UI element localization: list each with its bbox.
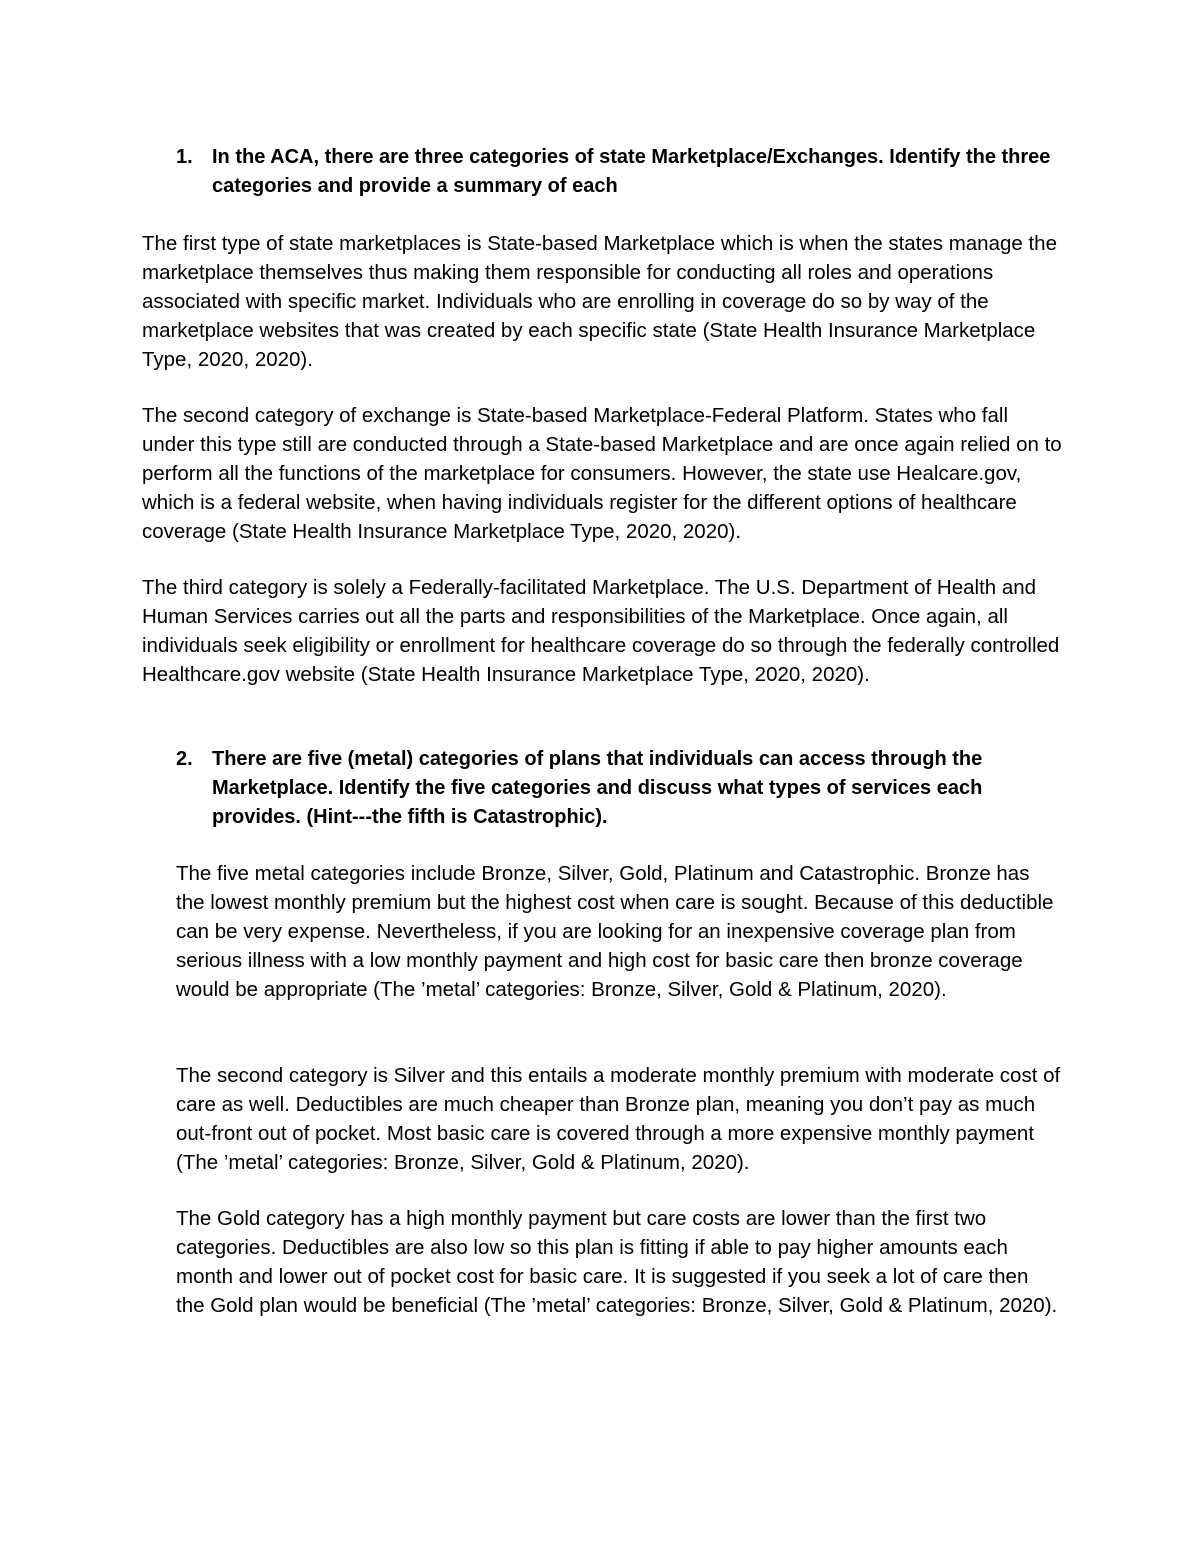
answer-2-paragraph-3: The Gold category has a high monthly payment but care costs are lower than the first two categories. Deductibles are also low so this plan is fitting if able to pay higher amounts each month and lower out of pocket cost for basic care. It is suggested if you seek a lot of care then the Gold plan would be beneficial (The ’metal’ categories: Bronze, Silver, Gold & Platinum, 2020). bbox=[176, 1207, 1058, 1317]
answer-2-paragraph-1: The five metal categories include Bronze, Silver, Gold, Platinum and Catastrophic. Bronze has the lowest monthly premium but the highest cost when care is sought. Because of this deductible can be very expense. Nevertheless, if you are looking for an inexpensive coverage plan from serious illness with a low monthly payment and high cost for basic care then bronze coverage would be appropriate (The ’metal’ categories: Bronze, Silver, Gold & Platinum, 2020). bbox=[176, 862, 1054, 1001]
answer-2-paragraph-2: The second category is Silver and this entails a moderate monthly premium with moderate cost of care as well. Deductibles are much cheaper than Bronze plan, meaning you don’t pay as much out-front out of pocket. Most basic care is covered through a more expensive monthly payment (The ’metal’ categories: Bronze, Silver, Gold & Platinum, 2020). bbox=[176, 1064, 1061, 1174]
answer-1-paragraph-2: The second category of exchange is State-based Marketplace-Federal Platform. States who fall under this type still are conducted through a State-based Marketplace and are once again relied on to perform all the functions of the marketplace for consumers. However, the state use Healcare.gov, which is a federal website, when having individuals register for the different options of healthcare coverage (State Health Insurance Marketplace Type, 2020, 2020). bbox=[142, 404, 1062, 543]
answer-1-paragraph-3: The third category is solely a Federally-facilitated Marketplace. The U.S. Department of Health and Human Services carries out all the parts and responsibilities of the Marketplace. Once again, all individuals seek eligibility or enrollment for healthcare coverage do so through the federally controlled Healthcare.gov website (State Health Insurance Marketplace Type, 2020, 2020). bbox=[142, 576, 1060, 686]
question-number: 1. bbox=[176, 146, 193, 168]
answer-1-paragraph-1: The first type of state marketplaces is State-based Marketplace which is when the states manage the marketplace themselves thus making them responsible for conducting all roles and operations associated with specific market. Individuals who are enrolling in coverage do so by way of the marketplace websites that was created by each specific state (State Health Insurance Marketplace Type, 2020, 2020). bbox=[142, 232, 1057, 371]
question-text: In the ACA, there are three categories of state Marketplace/Exchanges. Identify the three categories and provide a summary of each bbox=[212, 146, 1051, 197]
question-1 bbox=[176, 143, 1056, 201]
question-text: There are five (metal) categories of plans that individuals can access through the Marketplace. Identify the five categories and discuss what types of services each provides. (Hint---the fifth is Catastrophic). bbox=[212, 748, 983, 828]
question-2 bbox=[176, 745, 1056, 832]
question-number: 2. bbox=[176, 748, 193, 770]
